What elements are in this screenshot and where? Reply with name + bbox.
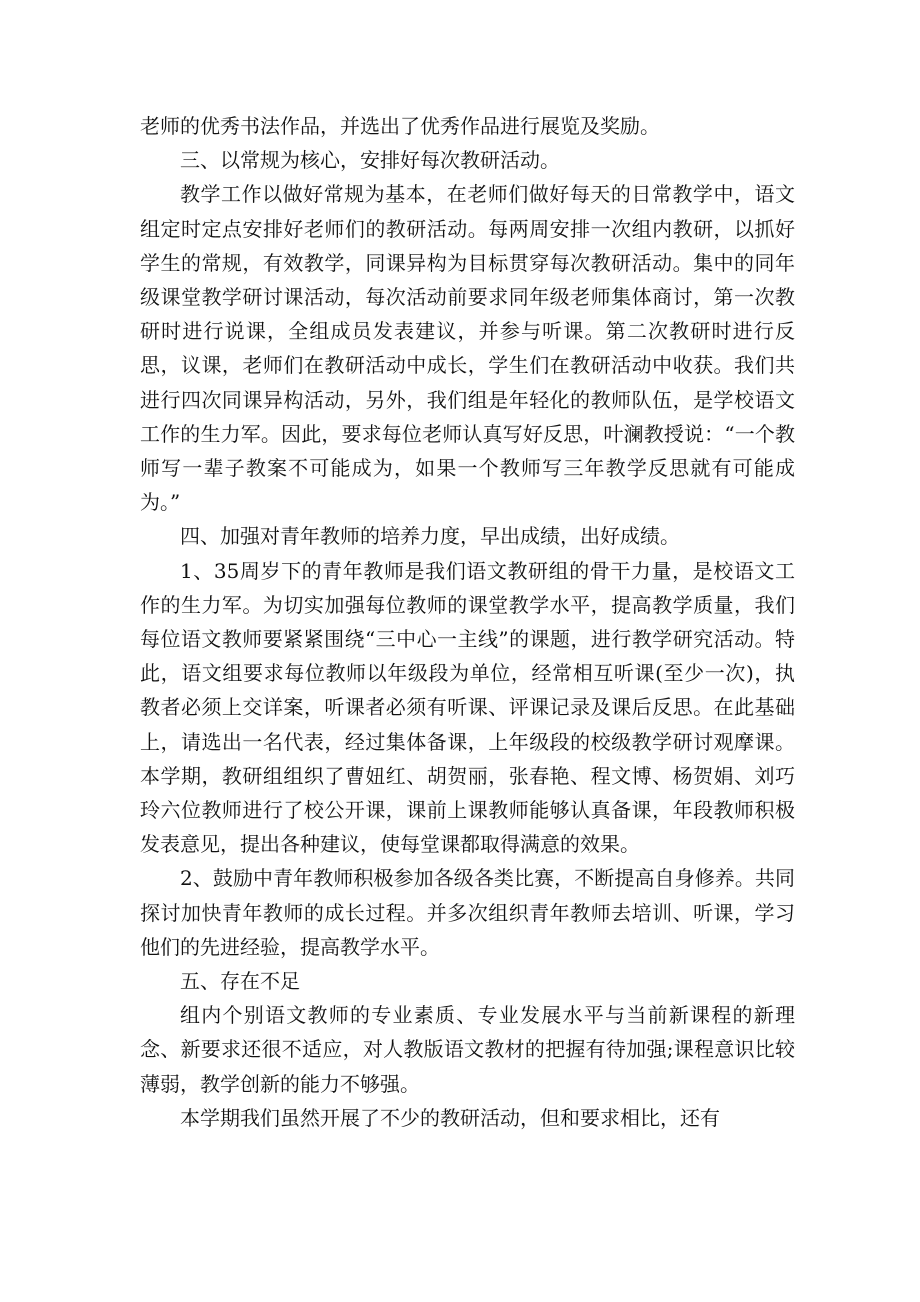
section-heading-5: 五、存在不足 xyxy=(180,969,300,994)
section-heading-3: 三、以常规为核心，安排好每次教研活动。 xyxy=(180,148,560,173)
paragraph-truncated: 本学期我们虽然开展了不少的教研活动，但和要求相比，还有 xyxy=(180,1105,720,1130)
paragraph-routine-research: 教学工作以做好常规为基本，在老师们做好每天的日常教学中，语文组定时定点安排好老师们的教研活动。每两周安排一次组内教研，以抓好学生的常规，有效教学，同课异构为目标贯穿每次教研活动。集中的同年级课堂教学研讨课活动，每次活动前要求同年级老师集体商讨，第一次教研时进行说课，全组成员发表建议，并参与听课。第二次教研时进行反思，议课，老师们在教研活动中成长，学生们在教研活动中收获。我们共进行四次同课异构活动，另外，我们组是年轻化的教师队伍，是学校语文工作的生力军。因此，要求每位老师认真写好反思，叶澜教授说：“一个教师写一辈子教案不可能成为，如果一个教师写三年教学反思就有可能成为。” xyxy=(140,182,795,515)
section-heading-4: 四、加强对青年教师的培养力度，早出成绩，出好成绩。 xyxy=(180,524,680,549)
paragraph-young-teachers-2: 2、鼓励中青年教师积极参加各级各类比赛，不断提高自身修养。共同探讨加快青年教师的成长过程。并多次组织青年教师去培训、听课，学习他们的先进经验，提高教学水平。 xyxy=(140,866,795,959)
paragraph-continued: 老师的优秀书法作品，并选出了优秀作品进行展览及奖励。 xyxy=(140,114,660,138)
paragraph-shortcomings: 组内个别语文教师的专业素质、专业发展水平与当前新课程的新理念、新要求还很不适应，对人教版语文教材的把握有待加强;课程意识比较薄弱，教学创新的能力不够强。 xyxy=(140,1003,795,1096)
document-body xyxy=(140,109,795,1135)
paragraph-young-teachers-1: 1、35周岁下的青年教师是我们语文教研组的骨干力量，是校语文工作的生力军。为切实加强每位教师的课堂教学水平，提高教学质量，我们每位语文教师要紧紧围绕“三中心一主线”的课题，进行教学研究活动。特此，语文组要求每位教师以年级段为单位，经常相互听课(至少一次)，执教者必须上交详案，听课者必须有听课、评课记录及课后反思。在此基础上，请选出一名代表，经过集体备课，上年级段的校级教学研讨观摩课。本学期，教研组组织了曹妞红、胡贺丽，张春艳、程文博、杨贺娟、刘巧玲六位教师进行了校公开课，课前上课教师能够认真备课，年段教师积极发表意见，提出各种建议，使每堂课都取得满意的效果。 xyxy=(140,558,795,857)
